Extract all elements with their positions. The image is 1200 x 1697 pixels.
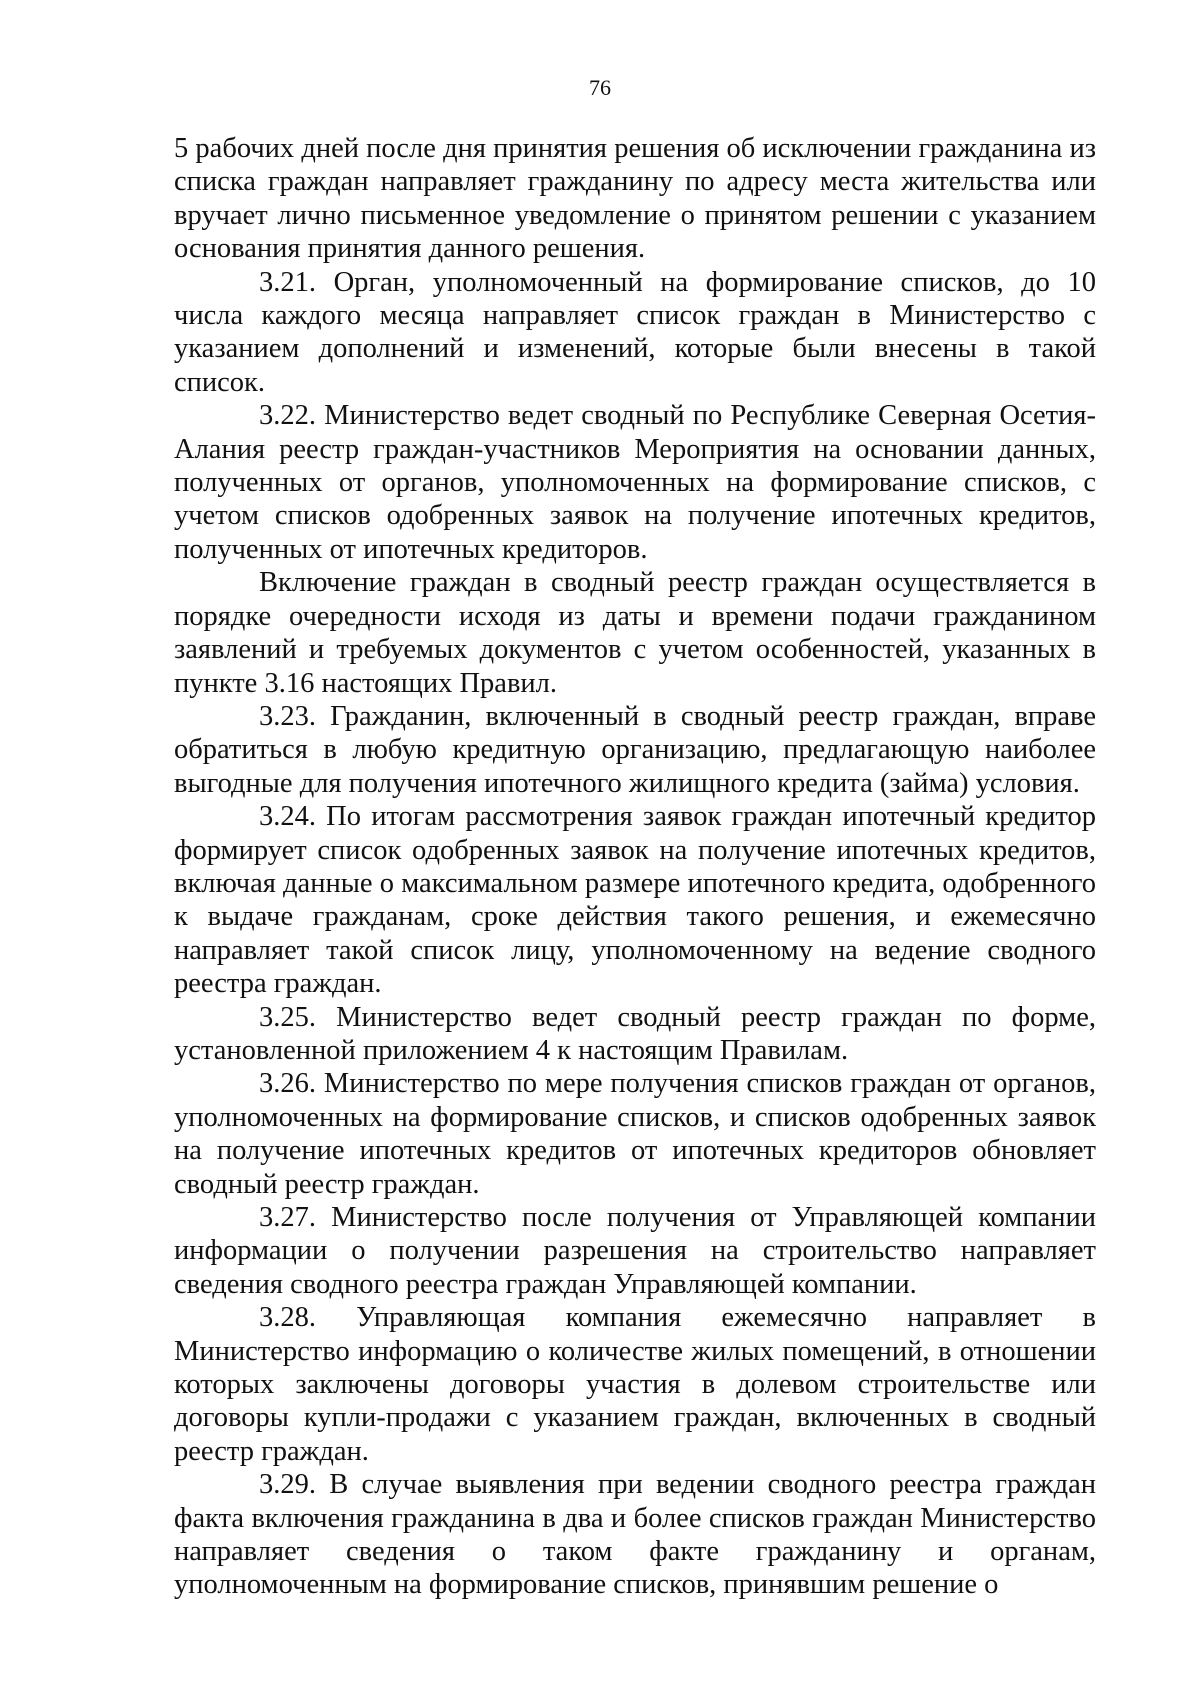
paragraph-3-25: 3.25. Министерство ведет сводный реестр граждан по форме, установленной приложением 4 к настоящим Правилам.: [174, 1001, 1096, 1066]
paragraph-3-21: 3.21. Орган, уполномоченный на формирование списков, до 10 числа каждого месяца направляет список граждан в Министерство с указанием дополнений и изменений, которые были внесены в такой список.: [174, 266, 1096, 398]
paragraph-3-22-inclusion: Включение граждан в сводный реестр граждан осуществляется в порядке очередности исходя из даты и времени подачи гражданином заявлений и требуемых документов с учетом особенностей, указанных в пункте 3.16 настоящих Правил.: [174, 567, 1096, 699]
paragraph-3-26: 3.26. Министерство по мере получения списков граждан от органов, уполномоченных на формирование списков, и списков одобренных заявок на получение ипотечных кредитов от ипотечных кредиторов обновляет сводный реестр граждан.: [174, 1068, 1096, 1200]
document-body: [174, 132, 1096, 1602]
paragraph-3-24: 3.24. По итогам рассмотрения заявок граждан ипотечный кредитор формирует список одобренных заявок на получение ипотечных кредитов, включая данные о максимальном размере ипотечного кредита, одобренного к выдаче гражданам, сроке действия такого решения, и ежемесячно направляет такой список лицу, уполномоченному на ведение сводного реестра граждан.: [174, 801, 1096, 1000]
page-number: 76: [589, 75, 611, 100]
paragraph-3-22: 3.22. Министерство ведет сводный по Республике Северная Осетия-Алания реестр граждан-участников Мероприятия на основании данных, полученных от органов, уполномоченных на формирование списков, с учетом списков одобренных заявок на получение ипотечных кредитов, полученных от ипотечных кредиторов.: [174, 400, 1096, 565]
paragraph-continuation: 5 рабочих дней после дня принятия решения об исключении гражданина из списка граждан направляет гражданину по адресу места жительства или вручает лично письменное уведомление о принятом решении с указанием основания принятия данного решения.: [174, 133, 1096, 265]
paragraph-3-23: 3.23. Гражданин, включенный в сводный реестр граждан, вправе обратиться в любую кредитную организацию, предлагающую наиболее выгодные для получения ипотечного жилищного кредита (займа) условия.: [174, 700, 1096, 799]
paragraph-3-27: 3.27. Министерство после получения от Управляющей компании информации о получении разрешения на строительство направляет сведения сводного реестра граждан Управляющей компании.: [174, 1202, 1096, 1300]
paragraph-3-29: 3.29. В случае выявления при ведении сводного реестра граждан факта включения гражданина в два и более списков граждан Министерство направляет сведения о таком факте гражданину и органам, уполномоченным на формирование списков, принявшим решение о: [174, 1469, 1096, 1601]
paragraph-3-28: 3.28. Управляющая компания ежемесячно направляет в Министерство информацию о количестве жилых помещений, в отношении которых заключены договоры участия в долевом строительстве или договоры купли-продажи с указанием граждан, включенных в сводный реестр граждан.: [174, 1302, 1096, 1467]
